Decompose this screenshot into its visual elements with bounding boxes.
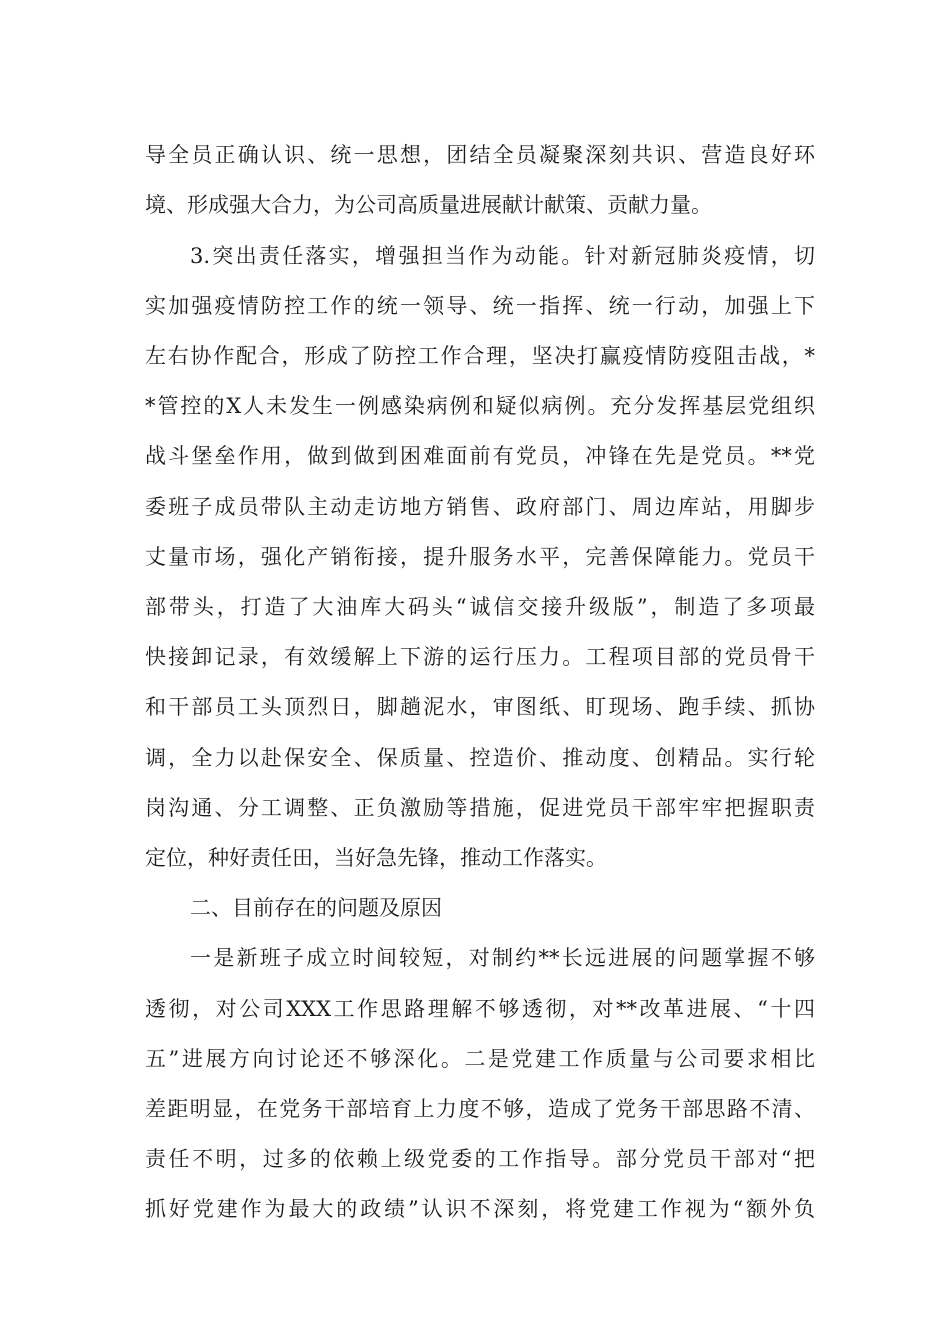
text-line-2: 境、形成强大合力，为公司高质量进展献计献策、贡献力量。	[145, 193, 712, 217]
text-line-20: 差距明显，在党务干部培育上力度不够，造成了党务干部思路不清、	[145, 1097, 815, 1121]
text-line-9: 丈量市场，强化产销衔接，提升服务水平，完善保障能力。党员干	[145, 545, 815, 569]
text-line-15: 定位，种好责任田，当好急先锋，推动工作落实。	[145, 846, 607, 870]
text-line-5: 左右协作配合，形成了防控工作合理，坚决打赢疫情防疫阻击战，*	[145, 344, 815, 368]
section-heading: 二、目前存在的问题及原因	[190, 896, 442, 920]
text-line-7: 战斗堡垒作用，做到做到困难面前有党员，冲锋在先是党员。**党	[145, 444, 815, 468]
text-line-22: 抓好党建作为最大的政绩”认识不深刻，将党建工作视为“额外负	[145, 1197, 815, 1221]
text-line-21: 责任不明，过多的依赖上级党委的工作指导。部分党员干部对“把	[145, 1147, 815, 1171]
text-line-18: 透彻，对公司XXX工作思路理解不够透彻，对**改革进展、“十四	[145, 997, 815, 1021]
text-line-19: 五”进展方向讨论还不够深化。二是党建工作质量与公司要求相比	[145, 1047, 815, 1071]
text-line-6: *管控的X人未发生一例感染病例和疑似病例。充分发挥基层党组织	[145, 394, 815, 418]
text-line-11: 快接卸记录，有效缓解上下游的运行压力。工程项目部的党员骨干	[145, 645, 815, 669]
text-line-1: 导全员正确认识、统一思想，团结全员凝聚深刻共识、营造良好环	[145, 143, 815, 167]
text-line-14: 岗沟通、分工调整、正负激励等措施，促进党员干部牢牢把握职责	[145, 796, 815, 820]
text-line-12: 和干部员工头顶烈日，脚趟泥水，审图纸、盯现场、跑手续、抓协	[145, 695, 815, 719]
text-line-10: 部带头，打造了大油库大码头“诚信交接升级版”，制造了多项最	[145, 595, 815, 619]
text-line-3: 3.突出责任落实，增强担当作为动能。针对新冠肺炎疫情，切	[190, 244, 815, 268]
text-line-4: 实加强疫情防控工作的统一领导、统一指挥、统一行动，加强上下	[145, 294, 815, 318]
text-line-8: 委班子成员带队主动走访地方销售、政府部门、周边库站，用脚步	[145, 495, 815, 519]
text-line-13: 调，全力以赴保安全、保质量、控造价、推动度、创精品。实行轮	[145, 746, 815, 770]
text-line-17: 一是新班子成立时间较短，对制约**长远进展的问题掌握不够	[190, 946, 815, 970]
